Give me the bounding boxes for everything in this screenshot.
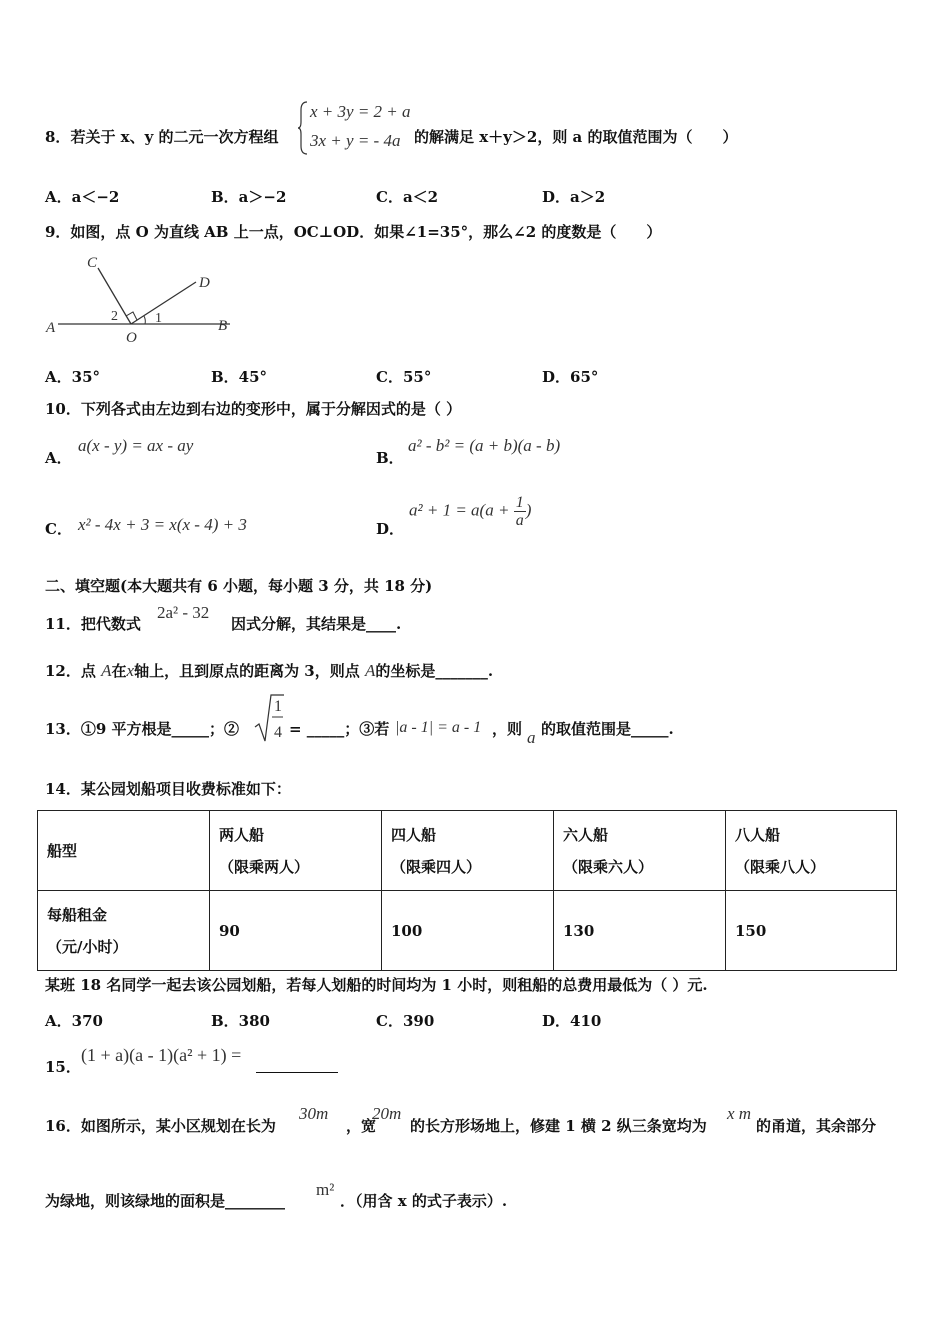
q15-number: 15． (45, 1058, 81, 1076)
q8-stem-pre: 若关于 x、y 的二元一次方程组 (70, 128, 279, 146)
q11-formula: 2a² - 32 (157, 603, 210, 622)
table-row (38, 811, 897, 891)
table-header-cell: 两人船 （限乘两人） (210, 811, 382, 891)
q10-option-a-formula: a(x - y) = ax - ay (78, 436, 194, 455)
q10-d-num: 1 (515, 494, 524, 511)
q16-width: 20m (372, 1104, 402, 1123)
q8-eq1: x + 3y = 2 + a (310, 102, 411, 121)
q9-option-a: A．35° (45, 368, 101, 386)
q9-label-b: B (218, 318, 228, 334)
table-cell: 130 (554, 891, 726, 971)
q12-mid1: 在 (111, 662, 127, 680)
q11-pre: 11．把代数式 (45, 615, 141, 633)
q8-number: 8． (45, 128, 71, 146)
q13-part4: 的取值范围是_____. (541, 720, 674, 738)
fee-table (37, 810, 897, 971)
q10-option-d-label: D． (376, 520, 405, 538)
q14-stem: 14．某公园划船项目收费标准如下： (45, 780, 291, 798)
q10-option-d-formula (409, 494, 531, 529)
q15-formula: (1 + a)(a - 1)(a² + 1) = (81, 1045, 242, 1065)
q14-option-c: C．390 (376, 1012, 435, 1030)
q9-label-2: 2 (111, 309, 118, 324)
q13-var-a: a (527, 728, 536, 747)
q16-part1: 16．如图所示，某小区规划在长为 (45, 1117, 276, 1135)
q12-x: x (126, 661, 135, 680)
table-header-cell: 船型 (38, 811, 210, 891)
q8-stem (45, 127, 279, 147)
q8-stem-post: 的解满足 x＋y＞2，则 a 的取值范围为（ ） (414, 128, 738, 146)
q15-answer-blank (256, 1072, 338, 1073)
q10-option-a-label: A． (45, 449, 72, 467)
q8-option-b: B．a＞−2 (211, 188, 287, 206)
q10-d-pre: a² + 1 = a(a + (409, 500, 514, 520)
q16-part4: 的甬道，其余部分 (756, 1117, 877, 1135)
q10-d-fraction (514, 494, 526, 529)
q14-option-a: A．370 (45, 1012, 103, 1030)
table-row (38, 891, 897, 971)
q16-line2-pre: 为绿地，则该绿地的面积是________ (45, 1192, 286, 1210)
q9-stem: 9．如图，点 O 为直线 AB 上一点，OC⊥OD．如果∠1=35°，那么∠2 的度数是（ ） (45, 223, 662, 241)
q13-sqrt-den: 4 (274, 724, 282, 741)
q12-point-a2: A (364, 661, 376, 680)
q14-question: 某班 18 名同学一起去该公园划船，若每人划船的时间均为 1 小时，则租船的总费用最低为（ ）元. (45, 976, 708, 994)
q16-length: 30m (299, 1104, 329, 1123)
q9-label-1: 1 (155, 311, 162, 326)
q9-option-c: C．55° (376, 368, 432, 386)
table-header-cell: 六人船 （限乘六人） (554, 811, 726, 891)
brace-icon (297, 100, 309, 156)
q10-option-b-formula: a² - b² = (a + b)(a - b) (408, 436, 561, 455)
q8-option-d: D．a＞2 (542, 188, 606, 206)
q9-label-a: A (46, 320, 56, 336)
q12-point-a: A (101, 661, 112, 680)
table-header-cell: 四人船 （限乘四人） (382, 811, 554, 891)
q8-eq2: 3x + y = - 4a (310, 131, 401, 150)
table-cell: 100 (382, 891, 554, 971)
q10-option-b-label: B． (376, 449, 404, 467)
q9-label-c: C (87, 255, 98, 271)
q12-pre: 12．点 (45, 662, 96, 680)
q13-part2: = _____；③若 (289, 720, 390, 738)
section-2-heading: 二、填空题(本大题共有 6 小题，每小题 3 分，共 18 分) (45, 577, 433, 595)
q16-line2-post: ．（用含 x 的式子表示）. (340, 1192, 508, 1210)
q12-post: 的坐标是_______. (375, 662, 494, 680)
table-header-cell: 八人船 （限乘八人） (726, 811, 897, 891)
q10-d-den: a (515, 512, 524, 529)
q16-part2: ，宽 (346, 1117, 377, 1135)
q10-stem: 10．下列各式由左边到右边的变形中，属于分解因式的是（ ） (45, 400, 462, 418)
q12-mid2: 轴上，且到原点的距离为 3，则点 (134, 662, 360, 680)
q9-label-o: O (126, 330, 137, 346)
sqrt-icon (253, 693, 285, 745)
table-cell: 150 (726, 891, 897, 971)
table-row-label: 每船租金 （元/小时） (38, 891, 210, 971)
q10-option-c-formula: x² - 4x + 3 = x(x - 4) + 3 (78, 515, 247, 534)
q9-option-d: D．65° (542, 368, 599, 386)
q8-option-c: C．a＜2 (376, 188, 439, 206)
q16-part3: 的长方形场地上，修建 1 横 2 纵三条宽均为 (410, 1117, 707, 1135)
q13-abs-eq: |a - 1| = a - 1 (395, 719, 482, 736)
q14-option-b: B．380 (211, 1012, 270, 1030)
table-cell: 90 (210, 891, 382, 971)
q11-post: 因式分解，其结果是____. (231, 615, 402, 633)
q9-label-d: D (199, 275, 210, 291)
q10-option-c-label: C． (45, 520, 72, 538)
q13-sqrt-num: 1 (274, 698, 282, 715)
q14-option-d: D．410 (542, 1012, 602, 1030)
q13-part3: ，则 (492, 720, 523, 738)
q9-angle-figure (40, 250, 240, 350)
q16-path-width: x m (727, 1104, 752, 1123)
q9-option-b: B．45° (211, 368, 268, 386)
q13-part1: 13．①9 平方根是_____；② (45, 720, 240, 738)
q8-option-a: A．a＜−2 (45, 188, 120, 206)
q10-d-post: ) (525, 500, 532, 520)
q16-unit: m² (316, 1180, 335, 1199)
q12-line (45, 661, 493, 681)
